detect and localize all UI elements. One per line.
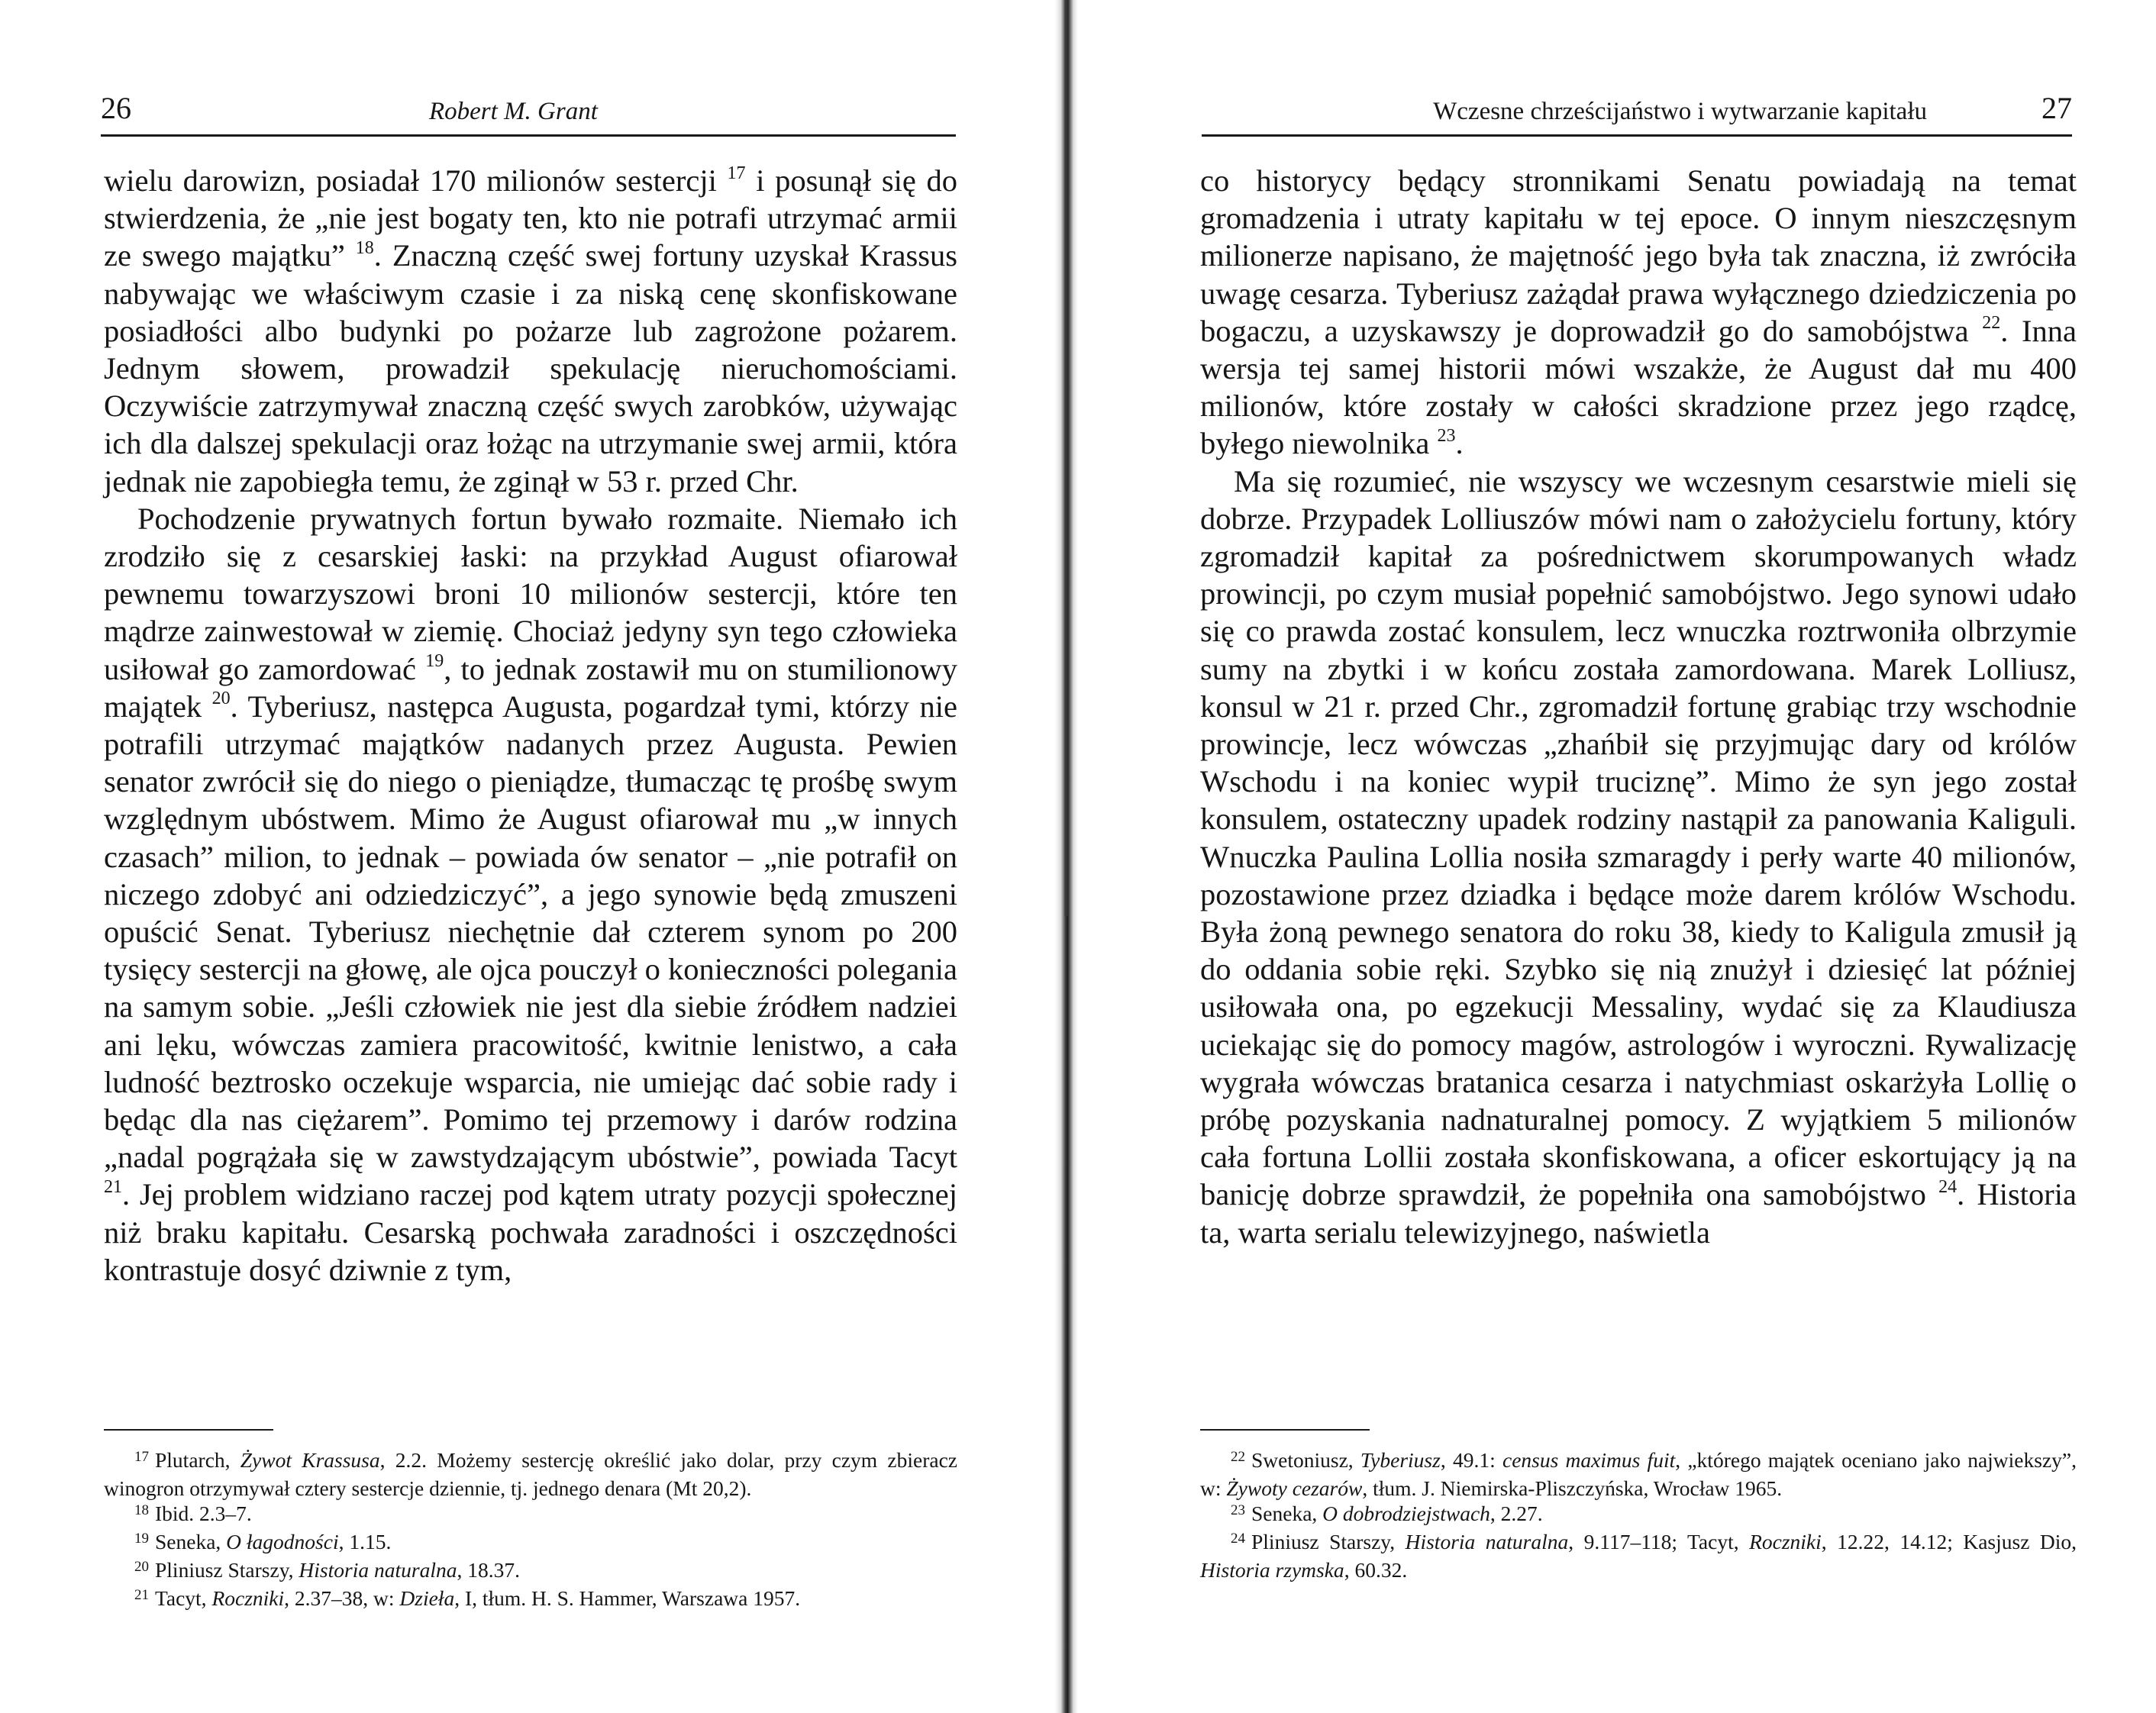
italic-title: census maximus fuit [1502, 1448, 1676, 1472]
left-footnotes [104, 1447, 957, 1614]
footnote-ref: 19 [425, 651, 444, 672]
footnote-separator [104, 1429, 273, 1431]
paragraph [104, 500, 957, 1289]
left-page-header [101, 90, 956, 137]
italic-title: Tyberiusz [1360, 1448, 1441, 1472]
paragraph [1200, 463, 2077, 1251]
footnote-ref: 24 [1938, 1176, 1958, 1197]
text-run: i posunął się do stwierdzenia, że „nie jest bogaty ten, kto nie potrafi utrzymać armii ze swego majątku” [104, 163, 957, 273]
running-title-chapter: Wczesne chrześcijaństwo i wytwarzanie kapitału [1433, 98, 1927, 125]
italic-title: Historia rzymska [1200, 1558, 1344, 1582]
italic-title: Żywot Krassusa [240, 1448, 380, 1472]
paragraph [1200, 162, 2077, 463]
page-number: 26 [101, 91, 131, 125]
text-run: , tłum. J. Niemirska-Pliszczyńska, Wrocław 1965. [1362, 1476, 1783, 1500]
footnote [104, 1557, 957, 1586]
italic-title: Żywoty cezarów [1226, 1476, 1363, 1500]
footnote-ref: 18 [355, 237, 374, 258]
footnote-separator [1200, 1429, 1370, 1431]
book-gutter-line [1064, 0, 1068, 916]
right-footnotes [1200, 1447, 2077, 1582]
footnote [104, 1529, 957, 1557]
text-run: . Tyberiusz, następca Augusta, pogardzał tymi, którzy nie potrafili utrzymać majątków nadanych przez Augusta. Pewien senator zwrócił się do niego o pieniądze, tłumacząc tę prośbę swym względnym ubóstwem. Mimo że August ofiarował mu „w innych czasach” milion, to jednak – powiada ów senator – „nie potrafił on niczego zdobyć ani odziedziczyć”, a jego synowie będą zmuszeni opuścić Senat. Tyberiusz niechętnie dał czterem synom po 200 tysięcy sestercji na głowę, ale ojca pouczył o konieczności polegania na samym sobie. „Jeśli człowiek nie jest dla siebie źródłem nadziei ani lęku, wówczas zamiera pracowitość, kwitnie lenistwo, a cała ludność beztrosko oczekuje wsparcia, nie umiejąc dać sobie rady i będąc dla nas ciężarem”. Pomimo tej przemowy i darów rodzina „nadal pogrążała się w zawstydzającym ubóstwie”, powiada Tacyt [104, 689, 957, 1175]
italic-title: O dobrodziejstwach [1322, 1502, 1490, 1525]
text-run: , 9.117–118; Tacyt, [1568, 1530, 1750, 1553]
text-run: . Jej problem widziano raczej pod kątem utraty pozycji społecznej niż braku kapitału. Cesarską pochwała zaradności i oszczędności kontrastuje dosyć dziwnie z tym, [104, 1177, 957, 1287]
text-run: . Historia ta, warta serialu telewizyjnego, naświetla [1200, 1177, 2077, 1250]
italic-title: Historia naturalna [1405, 1530, 1569, 1553]
text-run: Pochodzenie prywatnych fortun bywało rozmaite. Niemało ich zrodziło się z cesarskiej łaski: na przykład August ofiarował pewnemu towarzyszowi broni 10 milionów sestercji, które ten mądrze zainwestował w ziemię. Chociaż jedyny syn tego człowieka usiłował go zamordować [104, 501, 957, 686]
footnote-number: 23 [1231, 1502, 1245, 1518]
left-body-text [104, 162, 957, 1289]
text-run: , 18.37. [457, 1558, 520, 1582]
footnote-number: 20 [134, 1559, 149, 1575]
text-run: , I, tłum. H. S. Hammer, Warszawa 1957. [454, 1586, 801, 1610]
text-run: Pliniusz Starszy, [155, 1558, 299, 1582]
text-run: , 60.32. [1344, 1558, 1408, 1582]
text-run: , „którego majątek oceniano jako najwiekszy”, w: [1200, 1448, 2077, 1500]
italic-title: O łagodności [226, 1530, 339, 1553]
text-run: Seneka, [155, 1530, 227, 1553]
text-run: . Inna wersja tej samej historii mówi wszakże, że August dał mu 400 milionów, które zostały w całości skradzione przez jego rządcę, byłego niewolnika [1200, 313, 2077, 461]
text-run: , 2.2. Możemy sestercję określić jako dolar, przy czym zbieracz winogron otrzymywał cztery sestercje dziennie, tj. jednego denara (Mt 20,2). [104, 1448, 957, 1500]
footnote-ref: 23 [1437, 425, 1456, 446]
text-run: , 49.1: [1440, 1448, 1502, 1472]
text-run: , 2.37–38, w: [284, 1586, 400, 1610]
footnote-ref: 22 [1982, 313, 2001, 334]
paragraph [104, 162, 957, 500]
text-run: , to jednak zostawił mu on stumilionowy majątek [104, 651, 957, 724]
text-run: Tacyt, [155, 1586, 212, 1610]
left-page [0, 0, 1069, 1713]
page-number: 27 [2041, 91, 2072, 125]
footnote-ref: 20 [211, 689, 231, 709]
text-run: wielu darowizn, posiadał 170 milionów sestercji [104, 163, 728, 198]
right-body-text [1200, 162, 2077, 1251]
text-run: . Znaczną część swej fortuny uzyskał Krassus nabywając we właściwym czasie i za niską cenę skonfiskowane posiadłości albo budynki po pożarze lub zagrożone pożarem. Jednym słowem, prowadził spekulację nieruchomościami. Oczywiście zatrzymywał znaczną część swych zarobków, używając ich dla dalszej spekulacji oraz łożąc na utrzymanie swej armii, która jednak nie zapobiegła temu, że zginął w 53 r. przed Chr. [104, 238, 957, 498]
footnote [1200, 1529, 2077, 1582]
footnote-number: 22 [1231, 1449, 1245, 1465]
footnote [1200, 1447, 2077, 1501]
italic-title: Dzieła [399, 1586, 455, 1610]
footnote [104, 1501, 957, 1529]
footnote-number: 17 [134, 1449, 149, 1465]
right-page [1069, 0, 2156, 1713]
footnote-ref: 17 [727, 163, 746, 183]
text-run: Pliniusz Starszy, [1251, 1530, 1406, 1553]
text-run: Seneka, [1251, 1502, 1323, 1525]
footnote-number: 24 [1231, 1531, 1245, 1547]
text-run: Swetoniusz, [1251, 1448, 1360, 1472]
footnote [104, 1447, 957, 1501]
footnote [104, 1586, 957, 1614]
footnote-number: 21 [134, 1587, 149, 1603]
footnote-ref: 21 [104, 1176, 122, 1197]
right-page-header [1202, 90, 2072, 137]
text-run: , 2.27. [1490, 1502, 1543, 1525]
text-run: , 1.15. [338, 1530, 392, 1553]
text-run: , 12.22, 14.12; Kasjusz Dio, [1821, 1530, 2077, 1553]
text-run: Ibid. 2.3–7. [155, 1502, 252, 1525]
italic-title: Roczniki [1749, 1530, 1822, 1553]
text-run: co historycy będący stronnikami Senatu powiadają na temat gromadzenia i utraty kapitału w tej epoce. O innym nieszczęsnym milionerze napisano, że majętność jego była tak znaczna, iż zwróciła uwagę cesarza. Tyberiusz zażądał prawa wyłącznego dziedziczenia po bogaczu, a uzyskawszy je doprowadził go do samobójstwa [1200, 163, 2077, 348]
italic-title: Roczniki [211, 1586, 285, 1610]
text-run: Plutarch, [155, 1448, 240, 1472]
footnote-number: 19 [134, 1531, 149, 1547]
footnote [1200, 1501, 2077, 1529]
italic-title: Historia naturalna [299, 1558, 457, 1582]
running-title-author: Robert M. Grant [429, 98, 598, 125]
text-run: Ma się rozumieć, nie wszyscy we wczesnym cesarstwie mieli się dobrze. Przypadek Lolliuszów mówi nam o założycielu fortuny, który zgromadził kapitał za pośrednictwem skorumpowanych władz prowincji, po czym musiał popełnić samobójstwo. Jego synowi udało się co prawda zostać konsulem, lecz wnuczka roztrwoniła olbrzymie sumy na zbytki i w końcu została zamordowana. Marek Lolliusz, konsul w 21 r. przed Chr., zgromadził fortunę grabiąc trzy wschodnie prowincje, lecz wówczas „zhańbił się przyjmując dary od królów Wschodu i na koniec wypił truciznę”. Mimo że syn jego został konsulem, ostateczny upadek rodziny nastąpił za panowania Kaliguli. Wnuczka Paulina Lollia nosiła szmaragdy i perły warte 40 milionów, pozostawione przez dziadka i będące może darem królów Wschodu. Była żoną pewnego senatora do roku 38, kiedy to Kaligula zmusił ją do oddania sobie ręki. Szybko się nią znużył i dziesięć lat później usiłowała ona, po egzekucji Messaliny, wydać się za Klaudiusza uciekając się do pomocy magów, astrologów i wyroczni. Rywalizację wygrała wówczas bratanica cesarza i natychmiast oskarżyła Lollię o próbę pozyskania nadnaturalnej pomocy. Z wyjątkiem 5 milionów cała fortuna Lollii została skonfiskowana, a oficer eskortujący ją na banicję dobrze sprawdził, że popełniła ona samobójstwo [1200, 463, 2077, 1212]
footnote-number: 18 [134, 1502, 149, 1518]
text-run: . [1455, 426, 1464, 461]
